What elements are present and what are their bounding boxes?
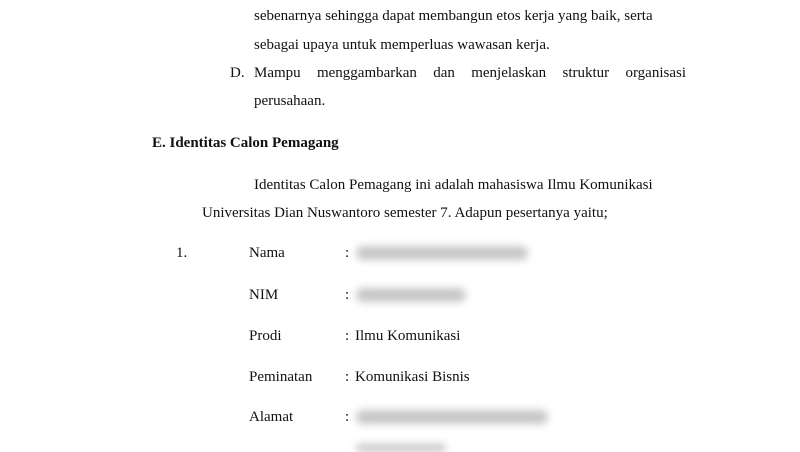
- field-label-nama: Nama: [249, 245, 285, 261]
- list-continuation-line-1: sebenarnya sehingga dapat membangun etos kerja yang baik, serta: [254, 8, 653, 24]
- field-value-peminatan: Komunikasi Bisnis: [355, 369, 470, 385]
- section-e-paragraph-line-1: Identitas Calon Pemagang ini adalah mahasiswa Ilmu Komunikasi: [254, 177, 653, 193]
- section-e-paragraph-line-2: Universitas Dian Nuswantoro semester 7. Adapun pesertanya yaitu;: [202, 205, 608, 221]
- field-colon: :: [345, 409, 350, 425]
- field-colon: :: [345, 287, 350, 303]
- redacted-alamat-value: [356, 410, 548, 424]
- redacted-nama-value: [356, 246, 528, 260]
- field-colon: :: [345, 328, 350, 344]
- redacted-nim-value: [356, 288, 466, 302]
- field-label-prodi: Prodi: [249, 328, 282, 344]
- field-colon: :: [345, 245, 350, 261]
- participant-number: 1.: [176, 245, 188, 261]
- field-value-prodi: Ilmu Komunikasi: [355, 328, 461, 344]
- field-label-alamat: Alamat: [249, 409, 294, 425]
- item-d-line-2: perusahaan.: [254, 93, 326, 109]
- field-label-peminatan: Peminatan: [249, 369, 313, 385]
- list-continuation-line-2: sebagai upaya untuk memperluas wawasan kerja.: [254, 37, 550, 53]
- item-d-marker: D.: [230, 65, 245, 81]
- item-d-line-1: Mampu menggambarkan dan menjelaskan struktur organisasi: [254, 65, 686, 81]
- field-label-nim: NIM: [249, 287, 279, 303]
- field-colon: :: [345, 369, 350, 385]
- redacted-next-value: [356, 444, 446, 452]
- section-e-heading: E. Identitas Calon Pemagang: [152, 135, 339, 151]
